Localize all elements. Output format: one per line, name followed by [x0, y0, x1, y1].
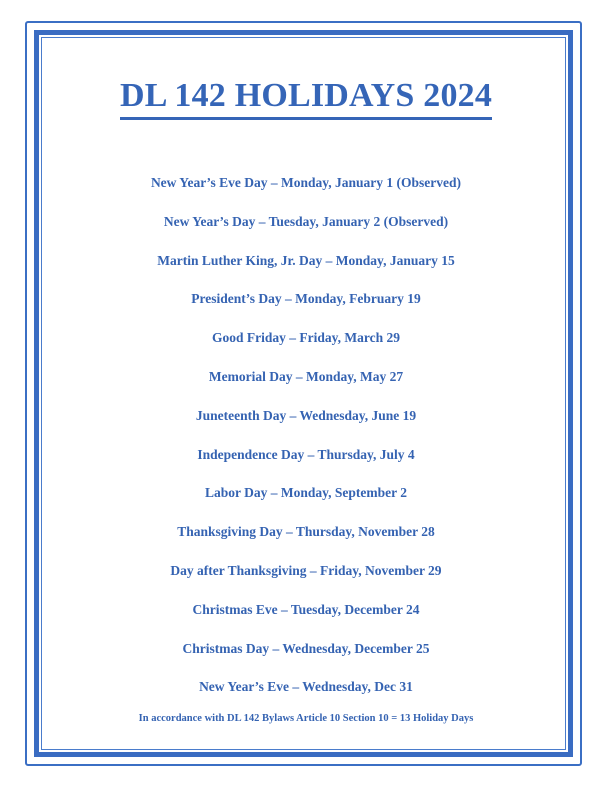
holiday-item: Thanksgiving Day – Thursday, November 28	[177, 524, 435, 540]
bylaws-footnote: In accordance with DL 142 Bylaws Article 10 Section 10 = 13 Holiday Days	[138, 713, 474, 724]
holiday-list	[0, 173, 612, 716]
holiday-item: President’s Day – Monday, February 19	[191, 291, 421, 307]
holiday-item: Martin Luther King, Jr. Day – Monday, January 15	[157, 252, 455, 268]
page-title	[0, 76, 612, 120]
holiday-item: Labor Day – Monday, September 2	[204, 485, 407, 501]
holiday-item: Christmas Day – Wednesday, December 25	[182, 640, 430, 656]
holiday-item: Good Friday – Friday, March 29	[212, 330, 400, 346]
holiday-item: New Year’s Eve – Wednesday, Dec 31	[199, 679, 413, 695]
holiday-item: Christmas Eve – Tuesday, December 24	[192, 601, 420, 617]
holiday-item: Memorial Day – Monday, May 27	[208, 368, 404, 384]
holiday-item: New Year’s Day – Tuesday, January 2 (Observed)	[163, 213, 449, 229]
holiday-item: Day after Thanksgiving – Friday, November 29	[170, 562, 442, 578]
holiday-item: Juneteenth Day – Wednesday, June 19	[195, 407, 417, 423]
page-title-text: DL 142 HOLIDAYS 2024	[120, 76, 492, 120]
holiday-item: Independence Day – Thursday, July 4	[197, 446, 415, 462]
holiday-item: New Year’s Eve Day – Monday, January 1 (Observed)	[150, 175, 462, 190]
